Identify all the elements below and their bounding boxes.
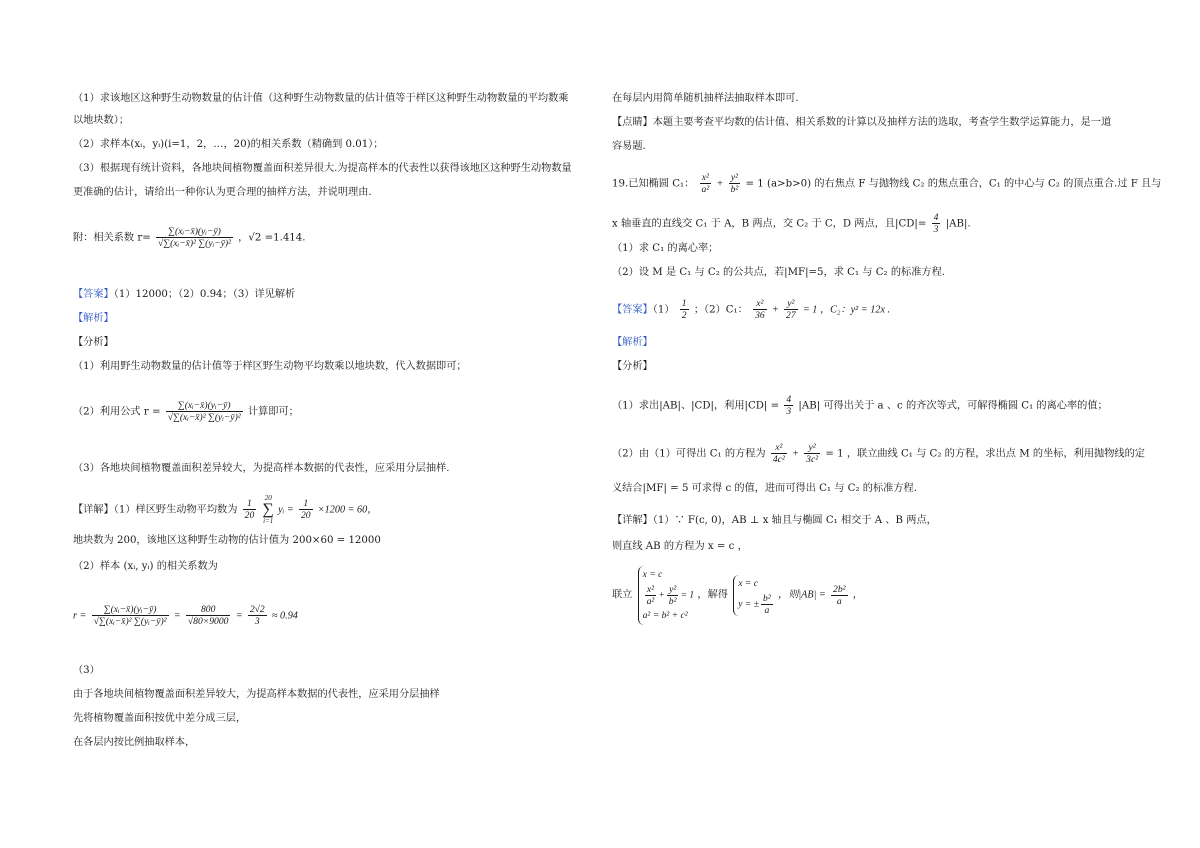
right-column xyxy=(612,0,1162,848)
q19-prefix: 19.已知椭圆 C₁： xyxy=(612,178,695,190)
r-value2-denominator: 3 xyxy=(248,615,267,627)
fraction-1-20-b: $\frac{1}{20}$ xyxy=(300,498,311,521)
x2-over-36: $\frac{\text{x²}}{36}$ xyxy=(755,298,765,321)
q19-analysis-2b: = 1 ，联立曲线 C₁ 与 C₂ 的方程，求出点 M 的坐标，利用抛物线的定 xyxy=(825,448,1145,460)
formula-denominator: √∑(xᵢ−x̄)² ∑(yᵢ−ȳ)² xyxy=(158,238,231,249)
detail-3a: 由于各地块间植物覆盖面积差异较大，为提高样本数据的代表性，应采用分层抽样 xyxy=(73,689,440,700)
jiexi-tag: 【解析】 xyxy=(73,313,114,324)
solution-eq-1: x = c xyxy=(738,578,759,589)
y2-over-27: $\frac{\text{y²}}{27}$ xyxy=(786,298,796,321)
fraction-1-20: $\frac{1}{20}$ xyxy=(244,498,255,521)
r-value2-fraction xyxy=(248,604,267,627)
lianli-label: 联立 xyxy=(612,589,633,601)
q19-line2-text: x 轴垂直的直线交 C₁ 于 A，B 两点，交 C₂ 于 C，D 两点，且|CD|= xyxy=(612,218,927,230)
q19-analysis-1a: （1）求出|AB|、|CD|，利用|CD| = xyxy=(612,400,780,412)
y2-over-3c2: $\frac{\text{y²}}{\text{3c²}}$ xyxy=(806,442,819,465)
fenxi-tag: 【分析】 xyxy=(73,337,114,348)
question-2: （2）求样本(xᵢ，yᵢ)(i=1，2，…，20)的相关系数（精确到 0.01）； xyxy=(73,139,384,150)
r-formula-numerator: ∑(xᵢ−x̄)(yᵢ−ȳ) xyxy=(103,604,157,615)
r-formula-denominator: √∑(xᵢ−x̄)² ∑(yᵢ−ȳ)² xyxy=(93,616,167,627)
r-value-denominator: √80×9000 xyxy=(187,616,229,627)
q19-analysis-2: （2）由（1）可得出 C₁ 的方程为 $\frac{\text{x²}}{\text{4c²}}$ + $\frac{\text{y²}}{\text{3c²}}$ = 1 ，联立曲线 C₁ 与 C₂ 的方程，求出点 M 的坐标，利用抛物线的定 xyxy=(612,442,1145,465)
q19-analysis-1b: |AB| 可得出关于 a 、c 的齐次等式，可解得椭圆 C₁ 的离心率的值； xyxy=(798,400,1108,412)
r-formula xyxy=(92,604,169,627)
detail-1: 【详解】（1）样区野生动物平均数为 $\frac{1}{20}$ 20 ∑ i=1 yᵢ = $\frac{1}{20}$ ×1200 = 60， xyxy=(73,494,378,525)
question-3b: 更准确的估计，请给出一种你认为更合理的抽样方法，并说明理由. xyxy=(73,187,372,198)
q19-jiexi-tag: 【解析】 xyxy=(612,337,653,348)
fraction-4-3: $\frac{4}{3}$ xyxy=(933,212,939,235)
analysis-2-numerator: ∑(xᵢ−x̄)(yᵢ−ȳ) xyxy=(177,400,231,411)
question-1b: 以地块数）； xyxy=(73,115,130,126)
analysis-2-denominator: √∑(xᵢ−x̄)² ∑(yᵢ−ȳ)² xyxy=(167,412,241,423)
q19-detail-b: 则直线 AB 的方程为 x = c ， xyxy=(612,541,748,552)
ab-length-value: $\frac{\text{2b²}}{a}$ xyxy=(833,584,846,607)
r-equals: r = xyxy=(73,610,87,622)
dianjing-a: 【点睛】本题主要考查平均数的估计值、相关系数的计算以及抽样方法的选取，考查学生数学运算能力，是一道 xyxy=(612,117,1112,128)
detail-3-label: （3） xyxy=(73,665,100,676)
q19-system xyxy=(612,566,863,625)
q19-part2: （2）设 M 是 C₁ 与 C₂ 的公共点，若|MF|=5，求 C₁ 与 C₂ 的标准方程. xyxy=(612,267,945,278)
detail-1-result: ×1200 = 60， xyxy=(317,504,378,516)
question-1a: （1）求该地区这种野生动物数量的估计值（这种野生动物数量的估计值等于样区这种野生动物数量的平均数乘 xyxy=(73,93,569,104)
jiede-label: ，解得 xyxy=(697,589,728,601)
q19-answer-1-label: （1） xyxy=(652,304,675,316)
q19-analysis-2a: （2）由（1）可得出 C₁ 的方程为 xyxy=(612,448,766,460)
ab-length-label: ，则|AB| = xyxy=(777,589,826,601)
fraction-4-3-b: $\frac{4}{3}$ xyxy=(786,394,792,417)
eccentricity-1-2: $\frac{1}{2}$ xyxy=(681,298,687,321)
question-19-line1: 19.已知椭圆 C₁： $\frac{\text{x²}}{\text{a²}}$ + $\frac{\text{y²}}{\text{b²}}$ = 1 (a>b>0) 的右焦点 F 与抛物线 C₂ 的焦点重合，C₁ 的中心与 C₂ 的顶点重合.过 F 且与 xyxy=(612,172,1162,195)
continuation: 在每层内用简单随机抽样法抽取样本即可. xyxy=(612,93,799,104)
r-value-numerator: 800 xyxy=(200,604,216,615)
trailing-comma: ， xyxy=(852,589,863,601)
answer-tag: 【答案】 xyxy=(73,289,114,300)
detail-dikuai: 地块数为 200，该地区这种野生动物的估计值为 200×60 = 12000 xyxy=(73,535,381,546)
q19-line2-end: |AB|. xyxy=(945,218,971,230)
r-value-fraction xyxy=(186,604,231,627)
sqrt2-value: ，√2 =1.414. xyxy=(238,232,306,244)
q19-analysis-2c: 义结合|MF| = 5 可求得 c 的值，进而可得出 C₁ 与 C₂ 的标准方程. xyxy=(612,483,917,494)
x2-over-a2: $\frac{\text{x²}}{\text{a²}}$ xyxy=(701,172,710,195)
q19-answer-2-label: ；（2）C₁： xyxy=(693,304,748,316)
answer-text: （1）12000；（2）0.94；（3）详见解析 xyxy=(113,289,296,300)
r-value2-numerator: 2√2 xyxy=(249,604,265,615)
q19-fenxi-tag: 【分析】 xyxy=(612,361,653,372)
y2-over-b2: $\frac{\text{y²}}{\text{b²}}$ xyxy=(730,172,739,195)
left-column xyxy=(73,0,603,848)
q19-part1: （1）求 C₁ 的离心率； xyxy=(612,243,719,254)
q19-detail-a: 【详解】（1）∵ F(c, 0)，AB ⊥ x 轴且与椭圆 C₁ 相交于 A 、B 两点， xyxy=(612,515,937,526)
q19-answer: 【答案】（1） $\frac{1}{2}$ ；（2）C₁： $\frac{\text{x²}}{36}$ + $\frac{\text{y²}}{27}$ = 1 ，C₂：y² = 12x . xyxy=(612,298,891,321)
detail-1-text: 【详解】（1）样区野生动物平均数为 xyxy=(73,504,238,516)
solution-eq-2: y = ± $\frac{\text{b²}}{a}$ xyxy=(738,593,771,616)
question-19-line2 xyxy=(612,212,971,235)
system-eq-1: x = c xyxy=(642,569,663,580)
solution-eq-2-lhs: y = ± xyxy=(738,598,760,610)
answer-line xyxy=(73,288,295,302)
system-brace xyxy=(638,566,695,625)
q19-rest: = 1 (a>b>0) 的右焦点 F 与抛物线 C₂ 的焦点重合，C₁ 的中心与 C₂ 的顶点重合.过 F 且与 xyxy=(745,178,1162,190)
system-eq-2: $\frac{\text{x²}}{\text{a²}}$ + $\frac{\text{y²}}{\text{b²}}$ = 1 xyxy=(646,584,695,607)
correlation-formula xyxy=(156,226,233,249)
analysis-2-prefix: （2）利用公式 r = xyxy=(73,406,161,418)
q19-answer-rest: = 1 ，C₂：y² = 12x . xyxy=(802,304,891,316)
analysis-2 xyxy=(73,400,299,423)
dianjing-b: 容易题. xyxy=(612,141,646,152)
r-approx: ≈ 0.94 xyxy=(271,610,298,622)
detail-3c: 在各层内按比例抽取样本， xyxy=(73,737,196,748)
detail-2-intro: （2）样本 (xᵢ, yᵢ) 的相关系数为 xyxy=(73,561,218,572)
formula-numerator: ∑(xᵢ−x̄)(yᵢ−ȳ) xyxy=(168,226,221,237)
sum-symbol: 20 ∑ i=1 xyxy=(262,494,274,525)
solution-brace xyxy=(733,575,774,616)
detail-3b: 先将植物覆盖面积按优中差分成三层， xyxy=(73,713,247,724)
question-3a: （3）根据现有统计资料，各地块间植物覆盖面积差异很大.为提高样本的代表性以获得该地区这种野生动物数量 xyxy=(73,163,572,174)
q19-answer-tag: 【答案】 xyxy=(612,304,653,316)
analysis-3: （3）各地块间植物覆盖面积差异较大，为提高样本数据的代表性，应采用分层抽样. xyxy=(73,463,450,474)
equals-sign: = xyxy=(173,610,181,622)
x2-over-4c2: $\frac{\text{x²}}{\text{4c²}}$ xyxy=(772,442,785,465)
formula-prefix: 附：相关系数 r= xyxy=(73,232,151,244)
detail-2-equation: r = $\frac{\text{∑(xᵢ−x̄)(yᵢ−ȳ)}}{\text{√∑(xᵢ−x̄)² ∑(yᵢ−ȳ)²}}$ = $\frac{800}{√80\times 9000}$ = $\frac{2√2}{3}$ ≈ 0.94 xyxy=(73,604,298,627)
analysis-2-formula xyxy=(166,400,243,423)
system-eq-2-rhs: = 1 xyxy=(680,589,695,601)
system-eq-3: a² = b² + c² xyxy=(642,610,688,621)
q19-analysis-1 xyxy=(612,394,1108,417)
analysis-2-suffix: 计算即可； xyxy=(247,406,299,418)
formula-appendix xyxy=(73,226,306,249)
analysis-1: （1）利用野生动物数量的估计值等于样区野生动物平均数乘以地块数，代入数据即可； xyxy=(73,361,467,372)
